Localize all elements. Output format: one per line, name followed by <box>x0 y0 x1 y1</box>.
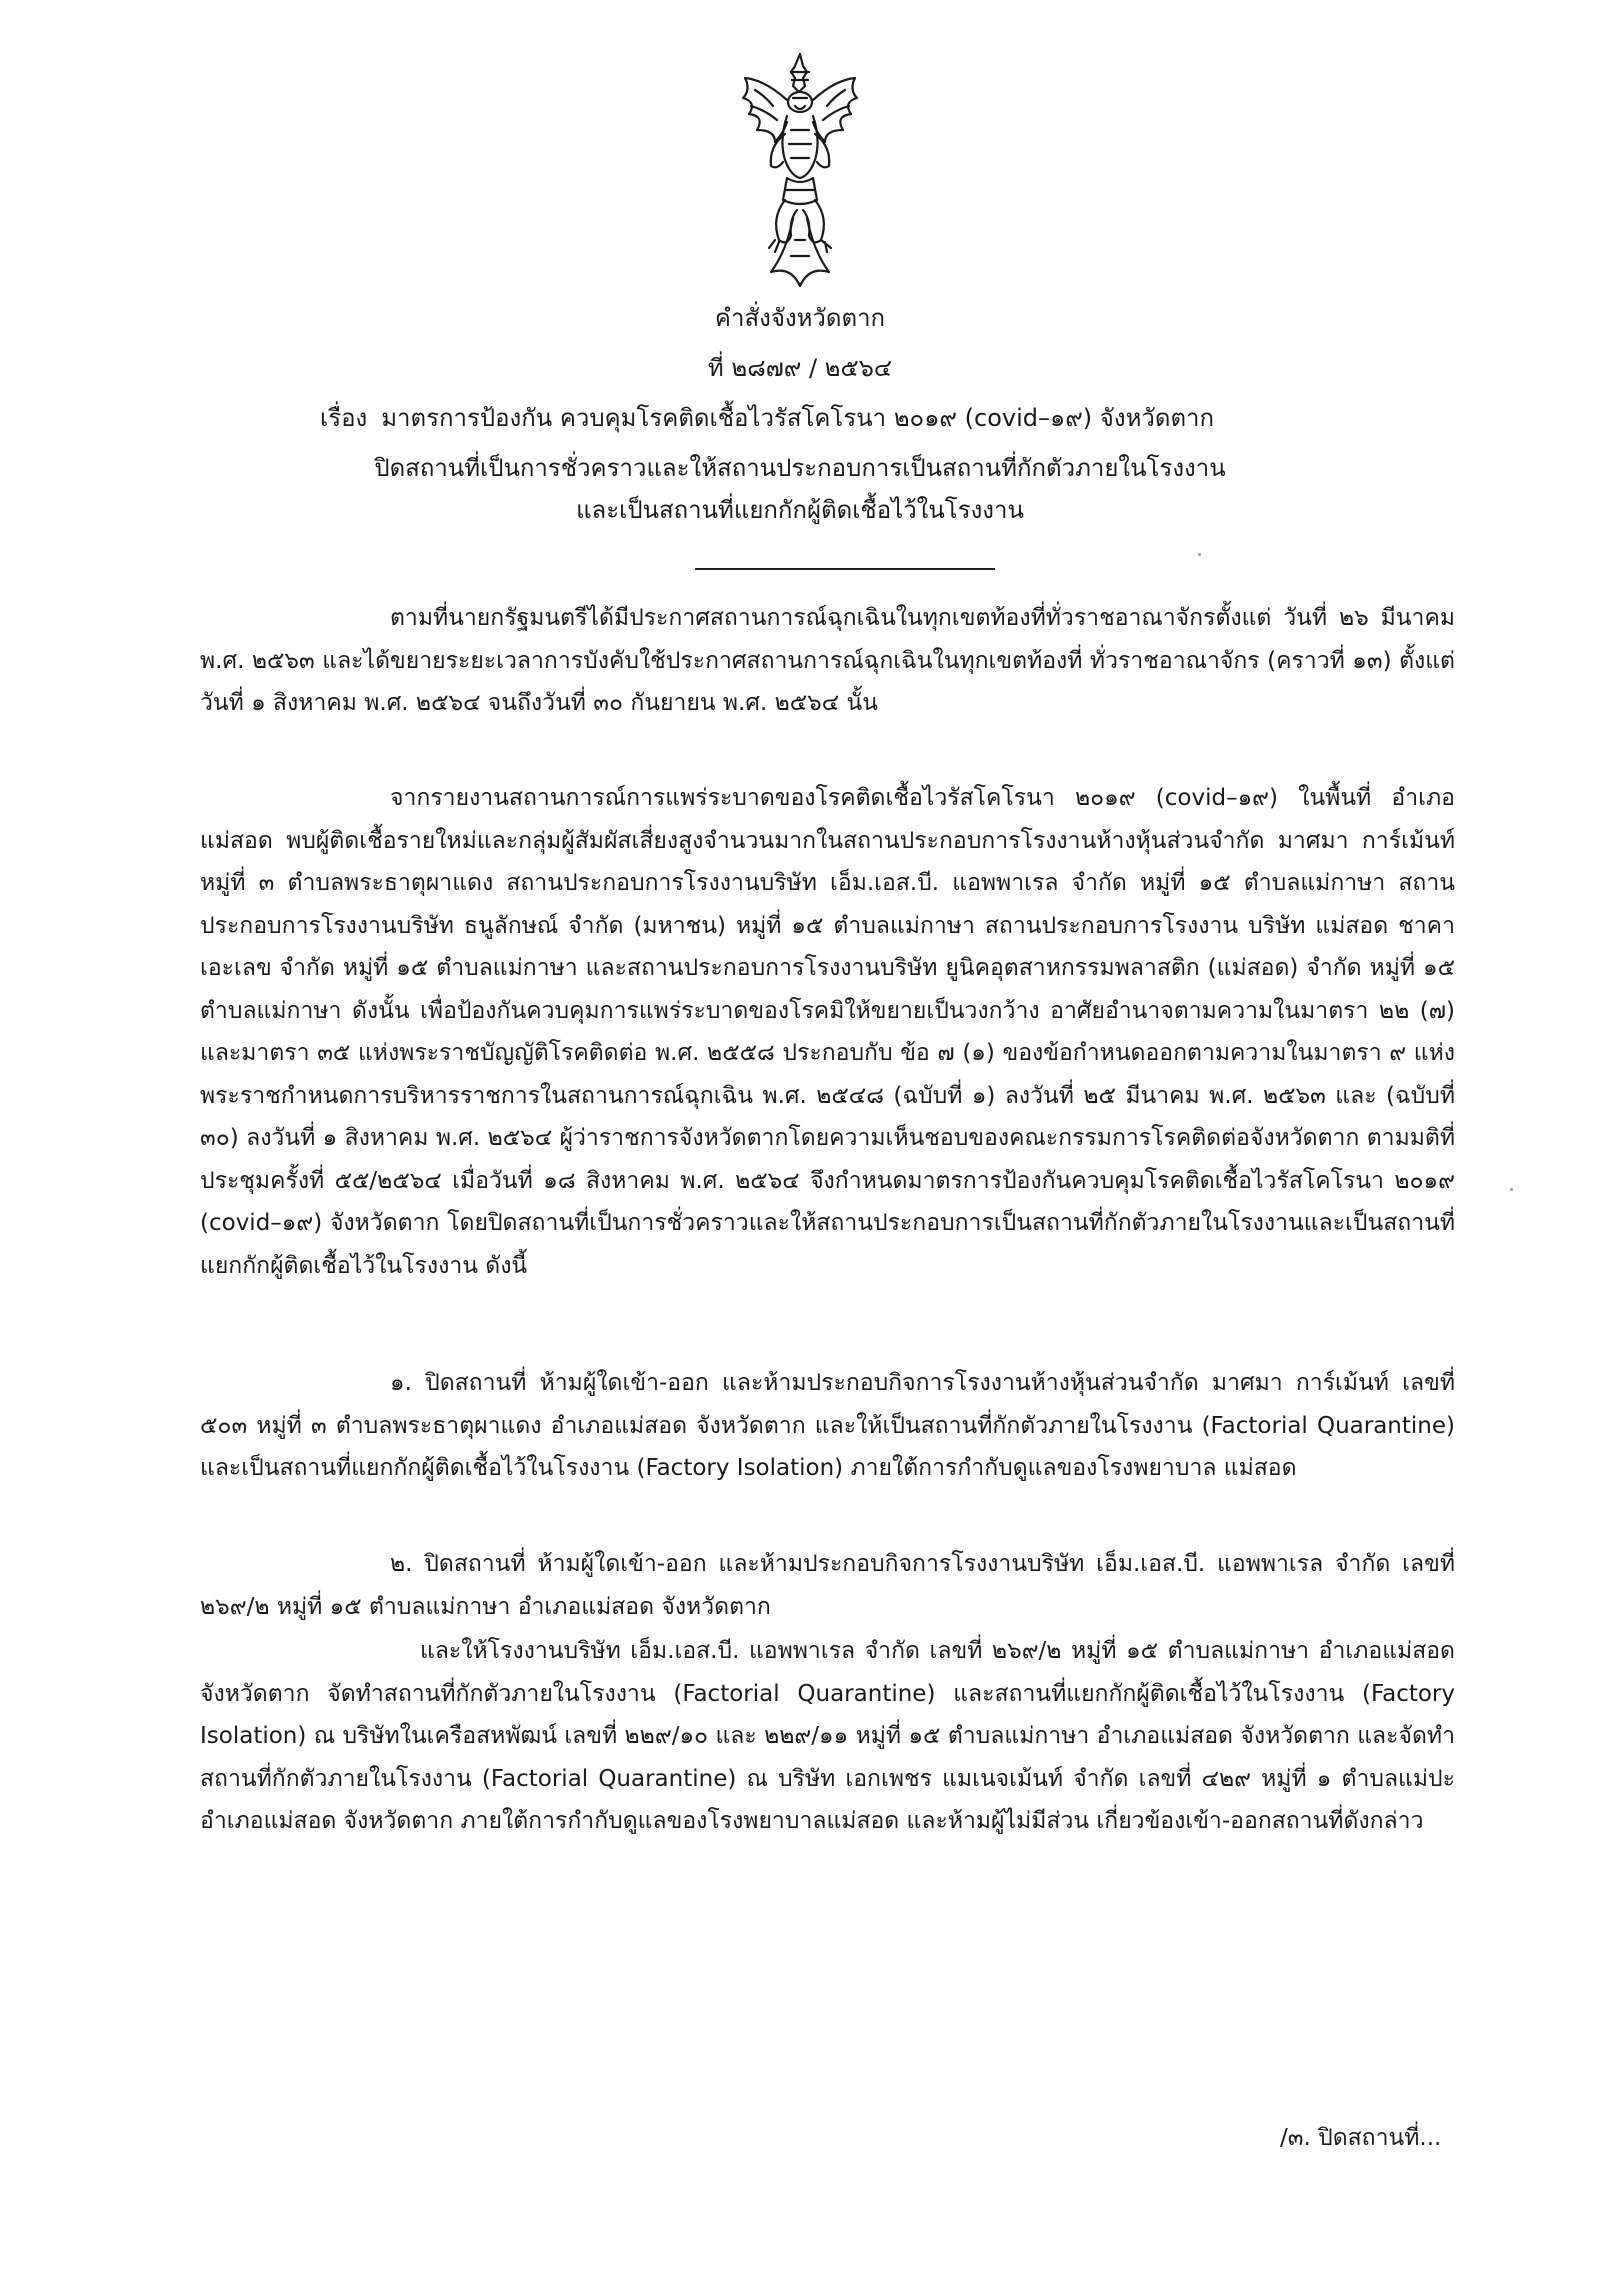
garuda-emblem-icon <box>735 50 865 290</box>
continuation-marker: /๓. ปิดสถานที่... <box>1280 2125 1442 2151</box>
scan-speck <box>1510 1188 1513 1191</box>
subject-line-1: มาตรการป้องกัน ควบคุมโรคติดเชื้อไวรัสโคโรนา ๒๐๑๙ (covid–๑๙) จังหวัดตาก <box>381 404 1215 432</box>
paragraph-emergency-declaration: ตามที่นายกรัฐมนตรีได้มีประกาศสถานการณ์ฉุกเฉินในทุกเขตท้องที่ทั่วราชอาณาจักรตั้งแต่ วันที่ ๒๖ มีนาคม พ.ศ. ๒๕๖๓ และได้ขยายระยะเวลาการบังคับใช้ประกาศสถานการณ์ฉุกเฉินในทุกเขตท้องที่ ทั่วราชอาณาจักร (คราวที่ ๑๓) ตั้งแต่วันที่ ๑ สิงหาคม พ.ศ. ๒๕๖๔ จนถึงวันที่ ๓๐ กันยายน พ.ศ. ๒๕๖๔ นั้น <box>200 605 1455 716</box>
order-subject <box>320 398 1420 438</box>
title-divider <box>695 568 995 570</box>
subject-line-2: ปิดสถานที่เป็นการชั่วคราวและให้สถานประกอบการเป็นสถานที่กักตัวภายในโรงงาน <box>374 454 1226 482</box>
paragraph-situation-report: จากรายงานสถานการณ์การแพร่ระบาดของโรคติดเชื้อไวรัสโคโรนา ๒๐๑๙ (covid–๑๙) ในพื้นที่ อำเภอแม่สอด พบผู้ติดเชื้อรายใหม่และกลุ่มผู้สัมผัสเสี่ยงสูงจำนวนมากในสถานประกอบการโรงงานห้างหุ้นส่วนจำกัด มาศมา การ์เม้นท์ หมู่ที่ ๓ ตำบลพระธาตุผาแดง สถานประกอบการโรงงานบริษัท เอ็ม.เอส.บี. แอพพาเรล จำกัด หมู่ที่ ๑๕ ตำบลแม่กาษา สถานประกอบการโรงงานบริษัท ธนูลักษณ์ จำกัด (มหาชน) หมู่ที่ ๑๕ ตำบลแม่กาษา สถานประกอบการโรงงาน บริษัท แม่สอด ชาคาเอะเลข จำกัด หมู่ที่ ๑๕ ตำบลแม่กาษา และสถานประกอบการโรงงานบริษัท ยูนิคอุตสาหกรรมพลาสติก (แม่สอด) จำกัด หมู่ที่ ๑๕ ตำบลแม่กาษา ดังนั้น เพื่อป้องกันควบคุมการแพร่ระบาดของโรคมิให้ขยายเป็นวงกว้าง อาศัยอำนาจตามความในมาตรา ๒๒ (๗) และมาตรา ๓๕ แห่งพระราชบัญญัติโรคติดต่อ พ.ศ. ๒๕๕๘ ประกอบกับ ข้อ ๗ (๑) ของข้อกำหนดออกตามความในมาตรา ๙ แห่งพระราชกำหนดการบริหารราชการในสถานการณ์ฉุกเฉิน พ.ศ. ๒๕๔๘ (ฉบับที่ ๑) ลงวันที่ ๒๕ มีนาคม พ.ศ. ๒๕๖๓ และ (ฉบับที่ ๓๐) ลงวันที่ ๑ สิงหาคม พ.ศ. ๒๕๖๔ ผู้ว่าราชการจังหวัดตากโดยความเห็นชอบของคณะกรรมการโรคติดต่อจังหวัดตาก ตามมติที่ประชุมครั้งที่ ๕๕/๒๕๖๔ เมื่อวันที่ ๑๘ สิงหาคม พ.ศ. ๒๕๖๔ จึงกำหนดมาตรการป้องกันควบคุมโรคติดเชื้อไวรัสโคโรนา ๒๐๑๙ (covid–๑๙) จังหวัดตาก โดยปิดสถานที่เป็นการชั่วคราวและให้สถานประกอบการเป็นสถานที่กักตัวภายในโรงงานและเป็นสถานที่ แยกกักผู้ติดเชื้อไว้ในโรงงาน ดังนี้ <box>200 785 1455 1279</box>
paragraph-measure-2-detail: และให้โรงงานบริษัท เอ็ม.เอส.บี. แอพพาเรล จำกัด เลขที่ ๒๖๙/๒ หมู่ที่ ๑๕ ตำบลแม่กาษา อำเภอแม่สอด จังหวัดตาก จัดทำสถานที่กักตัวภายในโรงงาน (Factorial Quarantine) และสถานที่แยกกักผู้ติดเชื้อไว้ในโรงงาน (Factory Isolation) ณ บริษัทในเครือสหพัฒน์ เลขที่ ๒๒๙/๑๐ และ ๒๒๙/๑๑ หมู่ที่ ๑๕ ตำบลแม่กาษา อำเภอแม่สอด จังหวัดตาก และจัดทำสถานที่กักตัวภายในโรงงาน (Factorial Quarantine) ณ บริษัท เอกเพชร แมเนจเม้นท์ จำกัด เลขที่ ๔๒๙ หมู่ที่ ๑ ตำบลแม่ปะ อำเภอแม่สอด จังหวัดตาก ภายใต้การกำกับดูแลของโรงพยาบาลแม่สอด และห้ามผู้ไม่มีส่วน เกี่ยวข้องเข้า-ออกสถานที่ดังกล่าว <box>200 1638 1455 1834</box>
subject-line-3: และเป็นสถานที่แยกกักผู้ติดเชื้อไว้ในโรงงาน <box>576 496 1024 524</box>
subject-label: เรื่อง <box>320 404 368 432</box>
paragraph-measure-1: ๑. ปิดสถานที่ ห้ามผู้ใดเข้า-ออก และห้ามประกอบกิจการโรงงานห้างหุ้นส่วนจำกัด มาศมา การ์เม้นท์ เลขที่ ๕๐๓ หมู่ที่ ๓ ตำบลพระธาตุผาแดง อำเภอแม่สอด จังหวัดตาก และให้เป็นสถานที่กักตัวภายในโรงงาน (Factorial Quarantine) และเป็นสถานที่แยกกักผู้ติดเชื้อไว้ในโรงงาน (Factory Isolation) ภายใต้การกำกับดูแลของโรงพยาบาล แม่สอด <box>200 1370 1455 1481</box>
order-number: ที่ ๒๘๗๙ / ๒๕๖๔ <box>707 354 893 382</box>
paragraph-measure-2: ๒. ปิดสถานที่ ห้ามผู้ใดเข้า-ออก และห้ามประกอบกิจการโรงงานบริษัท เอ็ม.เอส.บี. แอพพาเรล จำกัด เลขที่ ๒๖๙/๒ หมู่ที่ ๑๕ ตำบลแม่กาษา อำเภอแม่สอด จังหวัดตาก <box>200 1551 1455 1620</box>
scan-speck <box>1198 553 1201 556</box>
order-title: คำสั่งจังหวัดตาก <box>714 304 886 332</box>
